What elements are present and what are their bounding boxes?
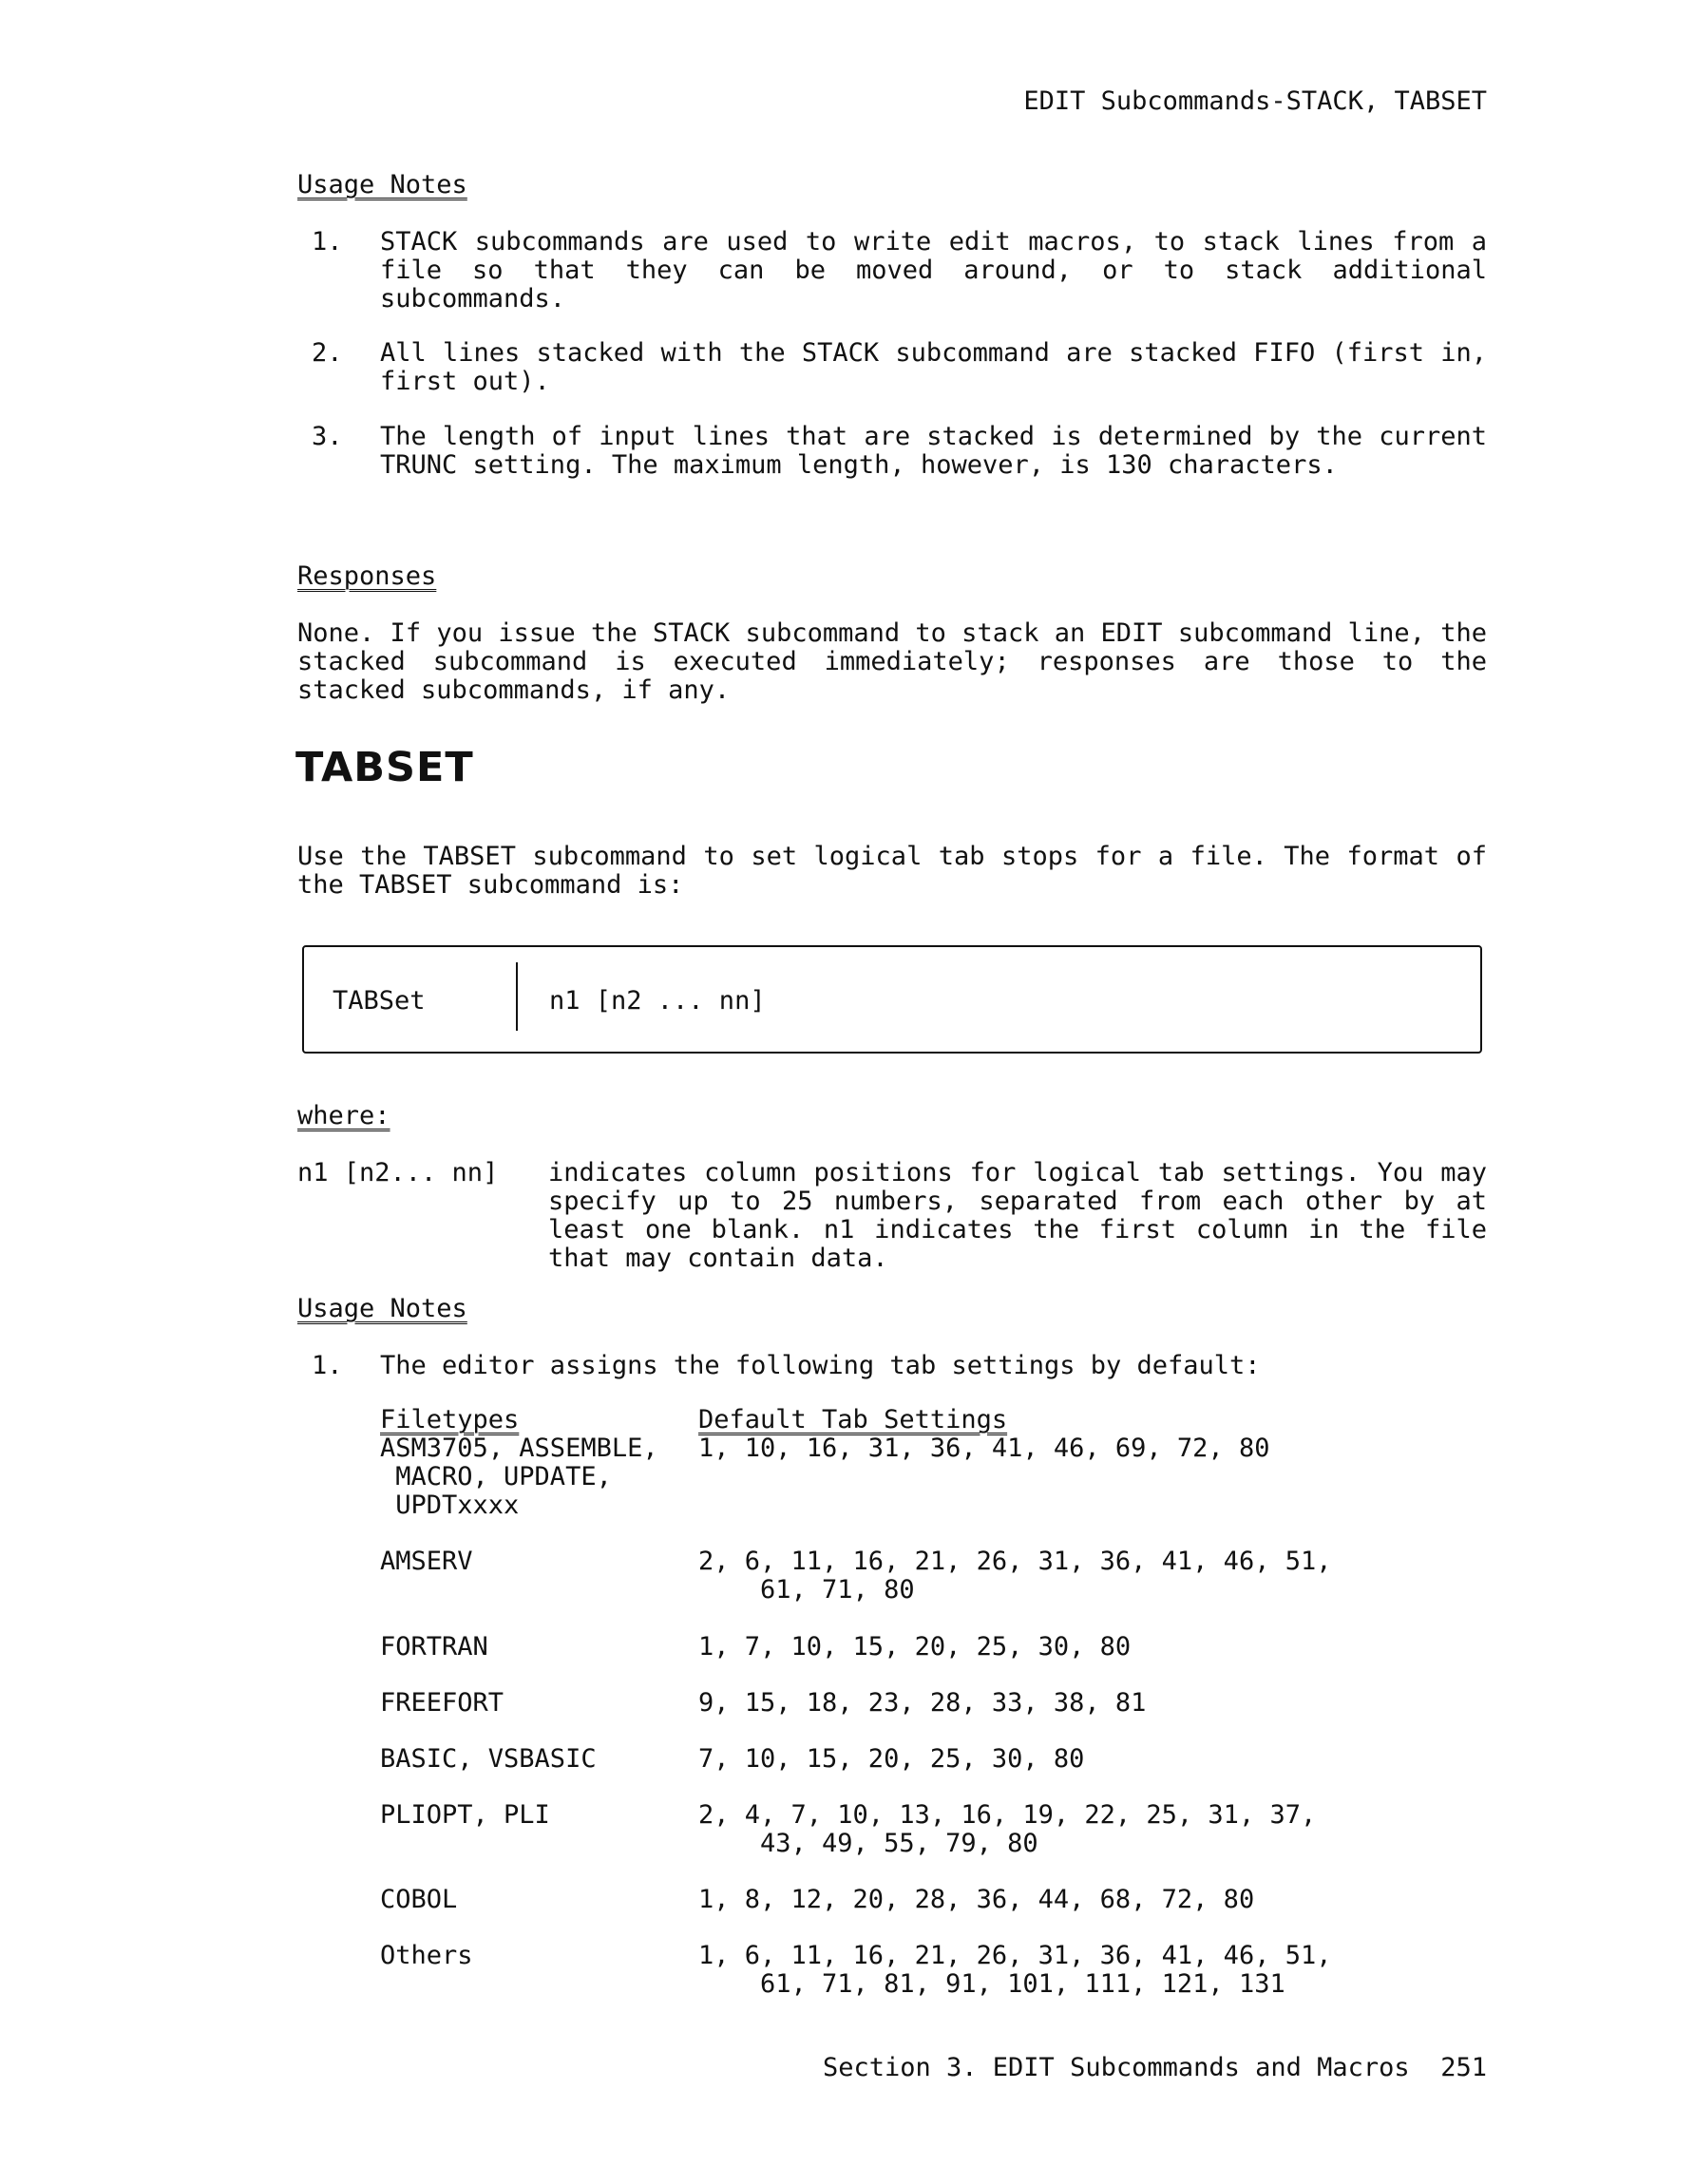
tab-settings-line: 1, 7, 10, 15, 20, 25, 30, 80 — [698, 1632, 1132, 1662]
syntax-operands: n1 [n2 ... nn] — [549, 986, 766, 1016]
tab-settings-line: 1, 6, 11, 16, 21, 26, 31, 36, 41, 46, 51, — [698, 1941, 1332, 1970]
column-header-default-tab-settings: Default Tab Settings — [698, 1405, 1008, 1434]
filetype-line: AMSERV — [380, 1547, 473, 1576]
filetype-line: ASM3705, ASSEMBLE, — [380, 1434, 658, 1463]
tab-settings-line: 43, 49, 55, 79, 80 — [698, 1829, 1038, 1858]
page-number: 251 — [1440, 2053, 1487, 2082]
tab-settings-line: 7, 10, 15, 20, 25, 30, 80 — [698, 1744, 1085, 1774]
syntax-command: TABSet — [333, 986, 426, 1016]
tabset-heading: TABSET — [295, 744, 474, 791]
tab-settings-line: 1, 8, 12, 20, 28, 36, 44, 68, 72, 80 — [698, 1885, 1255, 1914]
tab-settings-line: 9, 15, 18, 23, 28, 33, 38, 81 — [698, 1688, 1147, 1718]
tab-settings-line: 2, 4, 7, 10, 13, 16, 19, 22, 25, 31, 37, — [698, 1800, 1317, 1830]
filetype-line: BASIC, VSBASIC — [380, 1744, 597, 1774]
tabset-note-1-number: 1. — [312, 1351, 343, 1380]
filetype-line: FREEFORT — [380, 1688, 504, 1718]
stack-note-3-number: 3. — [312, 422, 343, 451]
filetype-line: UPDTxxxx — [380, 1491, 520, 1520]
tab-settings-line: 2, 6, 11, 16, 21, 26, 31, 36, 41, 46, 51, — [698, 1547, 1332, 1576]
syntax-divider — [516, 962, 518, 1031]
filetype-line: PLIOPT, PLI — [380, 1800, 550, 1830]
stack-note-1-number: 1. — [312, 227, 343, 256]
tabset-note-1-text: The editor assigns the following tab settings by default: — [380, 1351, 1261, 1380]
filetype-line: MACRO, UPDATE, — [380, 1462, 612, 1491]
tab-settings-line: 1, 10, 16, 31, 36, 41, 46, 69, 72, 80 — [698, 1434, 1270, 1463]
filetype-line: FORTRAN — [380, 1632, 488, 1662]
where-definition: indicates column positions for logical tab settings. You may specify up to 25 numbers, separated from each other by at least one blank. n1 indicates the first column in the file that may contain data. — [548, 1158, 1487, 1273]
where-heading: where: — [297, 1101, 390, 1130]
tab-settings-line: 61, 71, 81, 91, 101, 111, 121, 131 — [698, 1969, 1285, 1999]
where-term: n1 [n2... nn] — [297, 1158, 499, 1187]
tab-settings-line: 61, 71, 80 — [698, 1575, 915, 1605]
footer-section-title: Section 3. EDIT Subcommands and Macros — [822, 2053, 1410, 2082]
column-header-filetypes: Filetypes — [380, 1405, 520, 1434]
stack-note-2-number: 2. — [312, 338, 343, 368]
filetype-line: Others — [380, 1941, 473, 1970]
tabset-intro: Use the TABSET subcommand to set logical tab stops for a file. The format of the TABSET subcommand is: — [297, 842, 1487, 900]
stack-note-1-text: STACK subcommands are used to write edit macros, to stack lines from a file so that they can be moved around, or to stack additional subcommands. — [380, 227, 1487, 313]
syntax-box — [302, 945, 1482, 1054]
responses-text: None. If you issue the STACK subcommand to stack an EDIT subcommand line, the stacked subcommand is executed immediately; responses are those to the stacked subcommands, if any. — [297, 618, 1487, 705]
page-footer — [823, 2054, 1487, 2082]
tabset-usage-notes-heading: Usage Notes — [297, 1294, 467, 1323]
filetype-line: COBOL — [380, 1885, 458, 1914]
stack-usage-notes-heading: Usage Notes — [297, 170, 467, 199]
running-header: EDIT Subcommands-STACK, TABSET — [1023, 86, 1487, 116]
stack-note-2-text: All lines stacked with the STACK subcommand are stacked FIFO (first in, first out). — [380, 338, 1487, 396]
stack-note-3-text: The length of input lines that are stacked is determined by the current TRUNC setting. The maximum length, however, is 130 characters. — [380, 422, 1487, 480]
responses-heading: Responses — [297, 561, 437, 591]
